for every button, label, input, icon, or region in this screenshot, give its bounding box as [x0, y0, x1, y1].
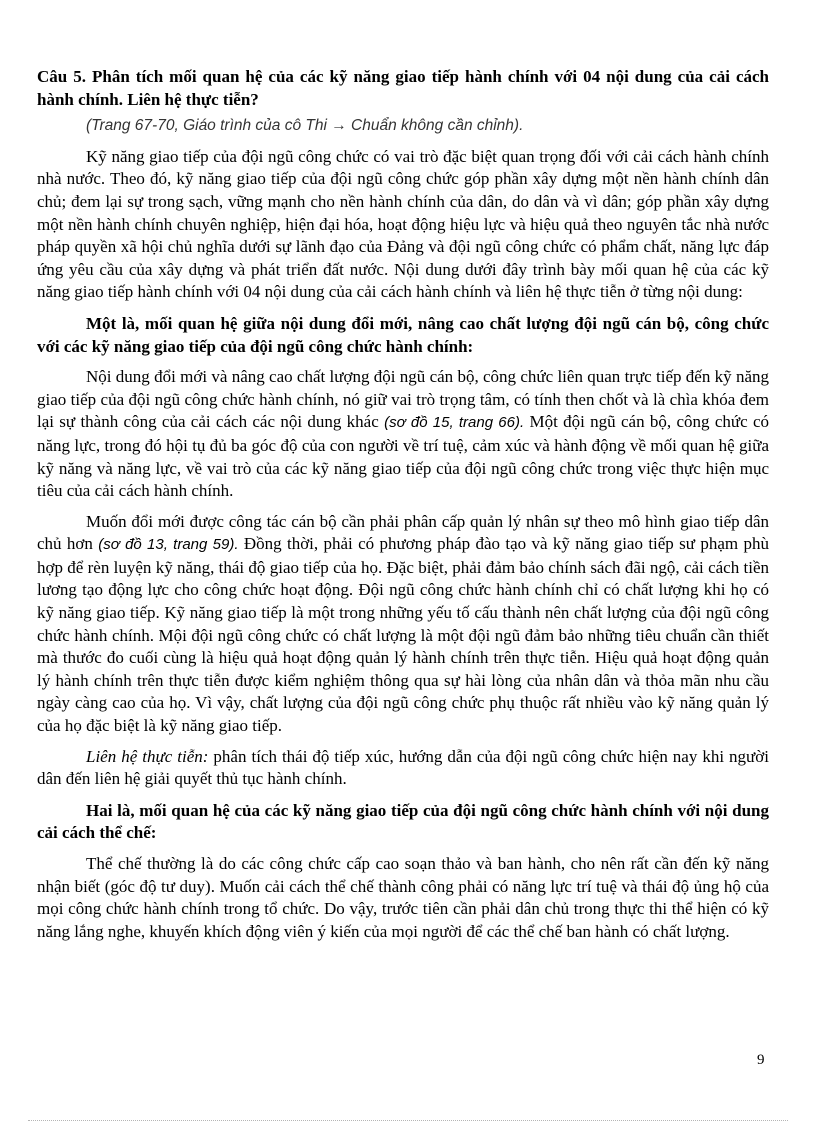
- practice-label: Liên hệ thực tiễn:: [86, 746, 209, 766]
- section-1-p1-text-b: Một đội ngũ cán bộ, công chức có năng lực, trong đó hội tụ đủ ba góc độ của con người về trí tuệ, cảm xúc và hành động về mối quan hệ giữa kỹ năng và năng lực, về vai trò của các kỹ năng giao tiếp của đội ngũ công chức trong việc thực hiện mục tiêu của cải cách hành chính.: [37, 412, 769, 501]
- section-1-paragraph-1: [37, 366, 769, 503]
- section-1-paragraph-2: [37, 511, 769, 738]
- section-1-p1-reference: (sơ đồ 15, trang 66).: [384, 414, 525, 432]
- practice-text: phân tích thái độ tiếp xúc, hướng dẫn của đội ngũ công chức hiện nay khi người dân đến liên hệ giải quyết thủ tục hành chính.: [37, 746, 769, 789]
- section-1-practice: [37, 746, 769, 791]
- page-content: [37, 66, 769, 943]
- page-number: 9: [757, 1052, 765, 1068]
- section-1-heading: Một là, mối quan hệ giữa nội dung đổi mới, nâng cao chất lượng đội ngũ cán bộ, công chức với các kỹ năng giao tiếp của đội ngũ công chức hành chính:: [37, 313, 769, 356]
- section-1-p2-text-b: Đồng thời, phải có phương pháp đào tạo và kỹ năng giao tiếp sư phạm phù hợp để rèn luyện kỹ năng, thái độ giao tiếp của họ. Đặc biệt, phải đảm bảo chính sách đãi ngộ, cải cách tiền lương tạo động lực cho công chức hoạt động. Đội ngũ công chức hành chính chỉ có chất lượng khi họ có kỹ năng giao tiếp. Kỹ năng giao tiếp là một trong những yếu tố cấu thành nên chất lượng của đội ngũ công chức hành chính. Mội đội ngũ công chức có chất lượng là một đội ngũ đảm bảo những tiêu chuẩn cần thiết mà thước đo cuối cùng là hiệu quả hoạt động quản lý hành chính trên thực tiễn. Hiệu quả hoạt động quản lý hành chính trên thực tiễn được kiểm nghiệm thông qua sự hài lòng của nhân dân và thỏa mãn nhu cầu ngày càng cao của họ. Vì vậy, chất lượng của đội ngũ công chức phụ thuộc rất nhiều vào kỹ năng quản lý của họ đặc biệt là kỹ năng giao tiếp.: [37, 534, 769, 736]
- section-2-paragraph-1: Thể chế thường là do các công chức cấp cao soạn thảo và ban hành, cho nên rất cần đến kỹ năng nhận biết (góc độ tư duy). Muốn cải cách thể chế thành công phải có năng lực trí tuệ và thái độ ủng hộ của mọi công chức hành chính trong tổ chức. Do vậy, trước tiên cần phải dân chủ trong thực thi thể hiện có kỹ năng lắng nghe, khuyến khích động viên ý kiến của mọi người để các thể chế ban hành có chất lượng.: [37, 854, 769, 941]
- page-bottom-divider: [28, 1120, 788, 1121]
- section-2-heading: Hai là, mối quan hệ của các kỹ năng giao tiếp của đội ngũ công chức hành chính với nội dung cải cách thể chế:: [37, 800, 769, 843]
- section-1-p2-reference: (sơ đồ 13, trang 59).: [98, 536, 239, 554]
- intro-paragraph: Kỹ năng giao tiếp của đội ngũ công chức có vai trò đặc biệt quan trọng đối với cải cách hành chính nhà nước. Theo đó, kỹ năng giao tiếp của đội ngũ công chức góp phần xây dựng một nền hành chính dân chủ; đem lại sự trong sạch, vững mạnh cho nền hành chính của dân, do dân và vì dân; góp phần xây dựng một nền hành chính chuyên nghiệp, hiện đại hóa, hoạt động hiệu lực và hiệu quả theo nguyên tắc nhà nước pháp quyền xã hội chủ nghĩa dưới sự lãnh đạo của Đảng và đội ngũ công chức có phẩm chất, năng lực đáp ứng yêu cầu của xây dựng và phát triển đất nước. Nội dung dưới đây trình bày mối quan hệ của các kỹ năng giao tiếp hành chính với 04 nội dung của cải cách hành chính và liên hệ thực tiễn ở từng nội dung:: [37, 146, 769, 302]
- section-1-p1-text-a: Nội dung đổi mới và nâng cao chất lượng đội ngũ cán bộ, công chức liên quan trực tiếp đến kỹ năng giao tiếp của đội ngũ công chức hành chính, nó giữ vai trò trọng tâm, có tính then chốt và là chìa khóa đem lại sự thành công của cải cách các nội dung khác: [37, 367, 769, 432]
- question-reference: (Trang 67-70, Giáo trình của cô Thi → Chuẩn không cần chỉnh).: [86, 117, 524, 135]
- section-1-p2-text-a: Muốn đổi mới được công tác cán bộ cần phải phân cấp quản lý nhân sự theo mô hình giao tiếp dân chủ hơn: [37, 511, 769, 554]
- question-title: Câu 5. Phân tích mối quan hệ của các kỹ năng giao tiếp hành chính với 04 nội dung của cải cách hành chính. Liên hệ thực tiễn?: [37, 67, 769, 109]
